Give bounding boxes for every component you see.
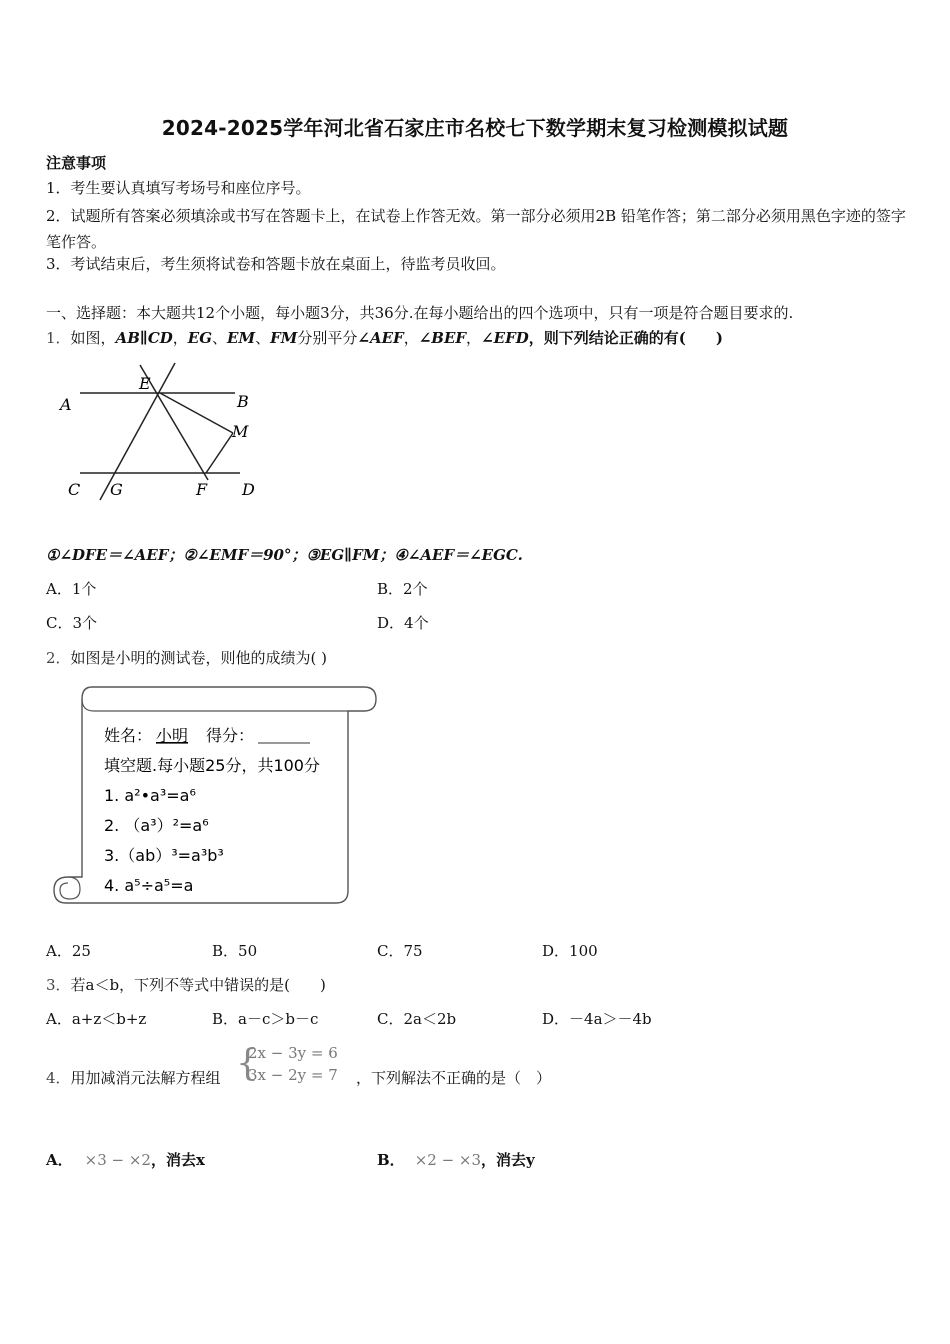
question-3-number: 3． [46, 976, 71, 994]
q1-option-a[interactable]: A．1个 [46, 580, 97, 598]
question-1-stem [46, 327, 723, 348]
q4-eq2: 3x − 2y = 7 [248, 1066, 338, 1084]
label-c: C [68, 480, 81, 499]
q1-sep3: 、 [255, 329, 271, 347]
q1-option-c[interactable]: C．3个 [46, 614, 98, 632]
q1-sep2: 、 [212, 329, 228, 347]
q2-option-a[interactable]: A．25 [46, 942, 91, 960]
q4-equation-system [236, 1042, 338, 1086]
question-1-number: 1． [46, 329, 71, 347]
q4-option-a[interactable] [46, 1149, 205, 1170]
notice-item-3: 3．考试结束后，考生须将试卷和答题卡放在桌面上，待监考员收回。 [46, 255, 506, 273]
q1-math-g: ∠EFD [481, 329, 529, 347]
label-m: M [232, 422, 249, 441]
section-heading: 一、选择题：本大题共12个小题，每小题3分，共36分.在每小题给出的四个选项中，只有一项是符合题目要求的. [46, 304, 794, 322]
paper-instructions: 填空题.每小题25分，共100分 [104, 756, 320, 775]
page-title: 2024-2025学年河北省石家庄市名校七下数学期末复习检测模拟试题 [161, 116, 789, 140]
q1-math-b: EG [187, 329, 213, 347]
q1-option-d[interactable]: D．4个 [377, 614, 429, 632]
label-d: D [242, 480, 255, 499]
brace-icon: { [236, 1043, 259, 1084]
question-4-number: 4． [46, 1069, 71, 1087]
q3-option-c[interactable]: C．2a＜2b [377, 1010, 457, 1028]
paper-item-4: 4. a⁵÷a⁵=a [104, 876, 194, 895]
q4-option-b[interactable] [377, 1149, 535, 1170]
q3-option-a[interactable]: A．a+z＜b+z [46, 1010, 147, 1028]
question-4-stem-a [46, 1067, 221, 1088]
question-2-stem [46, 647, 327, 668]
paper-item-1: 1. a²•a³=a⁶ [104, 786, 196, 805]
label-f: F [196, 480, 208, 499]
q4-eq1: 2x − 3y = 6 [248, 1044, 338, 1062]
q1-sep4: ， [403, 329, 419, 347]
q4-option-b-text: ，消去y [481, 1151, 535, 1169]
q1-text-b: 分别平分 [297, 329, 358, 347]
q3-option-d[interactable]: D．－4a＞－4b [542, 1010, 652, 1028]
q4-text-a: 用加减消元法解方程组 [70, 1069, 221, 1087]
paper-name-value: 小明 [156, 726, 189, 745]
q1-sep1: ， [172, 329, 188, 347]
paper-item-3: 3.（ab）³=a³b³ [104, 846, 224, 865]
q1-option-b[interactable]: B．2个 [377, 580, 428, 598]
q2-option-b[interactable]: B．50 [212, 942, 258, 960]
paper-item-2: 2. （a³）²=a⁶ [104, 816, 209, 835]
label-e: E [139, 374, 151, 393]
line-em [160, 393, 233, 433]
q4-option-b-label: B． [377, 1151, 405, 1169]
paper-name-label: 姓名： [104, 726, 153, 745]
q1-math-c: EM [227, 329, 256, 347]
q1-math-a: AB∥CD [115, 329, 173, 347]
q1-text-c: ，则下列结论正确的有( ) [528, 329, 723, 347]
q1-math-d: FM [270, 329, 298, 347]
q4-option-a-math: ×3 − ×2 [84, 1151, 151, 1169]
q1-statements: ①∠DFE＝∠AEF；②∠EMF＝90°；③EG∥FM；④∠AEF＝∠EGC. [46, 546, 523, 564]
q2-test-paper-scroll [52, 683, 378, 908]
q4-text-b: ，下列解法不正确的是（ ） [356, 1069, 552, 1087]
notice-heading: 注意事项 [46, 154, 107, 172]
label-b: B [237, 392, 249, 411]
q2-option-c[interactable]: C．75 [377, 942, 423, 960]
q4-option-a-text: ，消去x [150, 1151, 205, 1169]
q3-option-b[interactable]: B．a－c＞b－c [212, 1010, 319, 1028]
question-2-number: 2． [46, 649, 71, 667]
q1-text-a: 如图， [70, 329, 116, 347]
q3-text: 若a＜b，下列不等式中错误的是( ) [70, 976, 326, 994]
paper-score-label: 得分： [206, 726, 255, 745]
q4-option-b-math: ×2 − ×3 [414, 1151, 482, 1169]
q1-geometry-figure [50, 355, 280, 505]
question-3-stem [46, 974, 326, 995]
label-g: G [110, 480, 123, 499]
q4-option-a-label: A． [46, 1151, 73, 1169]
label-a: A [60, 395, 72, 414]
line-fm [206, 433, 233, 473]
notice-item-1: 1．考生要认真填写考场号和座位序号。 [46, 179, 311, 197]
q1-math-f: ∠BEF [418, 329, 467, 347]
q2-option-d[interactable]: D．100 [542, 942, 598, 960]
q1-math-e: ∠AEF [357, 329, 404, 347]
q2-text: 如图是小明的测试卷，则他的成绩为( ) [70, 649, 328, 667]
notice-item-2: 2．试题所有答案必须填涂或书写在答题卡上，在试卷上作答无效。第一部分必须用2B 铅笔作答；第二部分必须用黑色字迹的签字笔作答。 [46, 207, 906, 251]
q1-sep5: ， [466, 329, 482, 347]
